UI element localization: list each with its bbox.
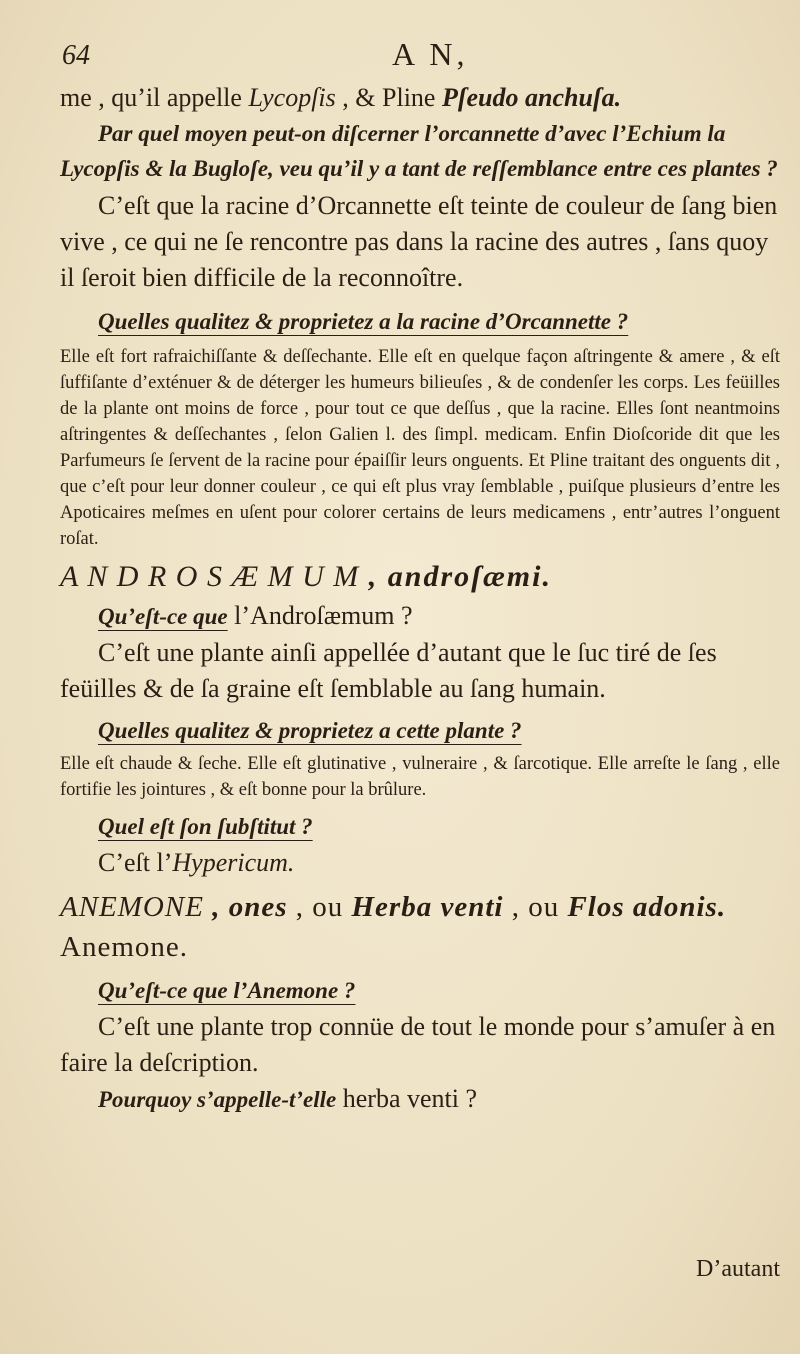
answer-androsaemum-qualities: Elle eſt chaude & ſeche. Elle eſt glutinative , vulneraire , & ſarcotique. Elle arreſte le ſang , elle fortifie les jointures , & eſt bonne pour la brûlure.: [60, 754, 780, 800]
entry-title-androsaemum: [60, 556, 780, 598]
entry-latin: , androſæmi.: [359, 560, 552, 593]
question-anemone: Qu’eſt-ce que l’Anemone ?: [98, 978, 356, 1003]
entry-latin: , ones: [203, 891, 288, 923]
entry-french-name: Anemone.: [60, 931, 188, 963]
question-androsaemum-qualities: Quelles qualitez & proprietez a cette plante ?: [98, 718, 522, 743]
latin-term: Pſeudo anchuſa.: [441, 83, 622, 112]
text-span: C’eſt l’: [98, 848, 173, 877]
entry-title-anemone: [60, 887, 780, 967]
entry-name: ANEMONE: [60, 891, 204, 923]
question-lead: Pourquoy s’appelle-t’elle: [98, 1087, 337, 1112]
text-span: me , qu’il appelle: [60, 83, 249, 112]
answer-androsaemum: C’eſt une plante ainſi appellée d’autant que le ſuc tiré de ſes feüilles & de ſa graine eſt ſemblable au ſang humain.: [60, 638, 717, 703]
question-substitute: Quel eſt ſon ſubſtitut ?: [98, 814, 313, 839]
question-orcannette-qualities: Quelles qualitez & proprietez a la racine d’Orcannette ?: [98, 309, 629, 334]
continued-paragraph: [60, 80, 780, 116]
question-anemone-name: [60, 1081, 780, 1118]
answer-orcannette-distinction: C’eſt que la racine d’Orcannette eſt teinte de couleur de ſang bien vive , ce qui ne ſe rencontre pas dans la racine des autres , ſans quoy il ſeroit bien difficile de la reconnoître.: [60, 191, 778, 292]
text-span: , ou: [503, 891, 568, 923]
text-span: , & Pline: [335, 83, 442, 112]
entry-name: A N D R O S Æ M U M: [60, 560, 360, 593]
text-span: l’Androſæmum ?: [227, 601, 413, 630]
question-androsaemum: [60, 598, 780, 635]
latin-term: Hypericum.: [172, 848, 295, 877]
question-orcannette-distinction: Par quel moyen peut-on diſcerner l’orcannette d’avec l’Echium la Lycopſis & la Bugloſe, veu qu’il y a tant de reſſemblance entre ces plantes ?: [60, 121, 778, 181]
catchword: D’autant: [696, 1256, 780, 1282]
latin-term: Lycopſis: [248, 83, 336, 112]
page-content: [60, 80, 780, 1118]
page-number: 64: [62, 40, 90, 71]
running-head: A N,: [392, 36, 469, 72]
question-lead: Qu’eſt-ce que: [98, 604, 228, 629]
latin-term: herba venti ?: [336, 1084, 478, 1113]
text-span: , ou: [287, 891, 352, 923]
answer-orcannette-qualities: Elle eſt fort rafraichiſſante & deſſechante. Elle eſt en quelque façon aſtringente & amere , & eſt ſuffiſante d’exténuer & de déterger les humeurs bilieuſes , & de condenſer les corps. Les feüilles de la plante ont moins de force , pour tout ce que deſſus , que la racine. Elles ſont neantmoins aſtringentes & deſſechantes , ſelon Galien l. des ſimpl. medicam. Enfin Dioſcoride dit que les Parfumeurs ſe ſervent de la racine pour épaiſſir leurs onguents. Et Pline traitant des onguents dit , que c’eſt pour leur donner couleur , ce qui eſt plus vray ſemblable , puiſque plusieurs d’entre les Apoticaires meſmes en uſent pour colorer certains de leurs medicamens , entr’autres l’onguent roſat.: [60, 347, 780, 549]
answer-anemone: C’eſt une plante trop connüe de tout le monde pour s’amuſer à en faire la deſcription.: [60, 1012, 776, 1077]
entry-alt-name: Flos adonis.: [567, 891, 727, 923]
answer-substitute: [60, 845, 780, 881]
entry-alt-name: Herba venti: [351, 891, 504, 923]
page-header: [62, 36, 760, 76]
